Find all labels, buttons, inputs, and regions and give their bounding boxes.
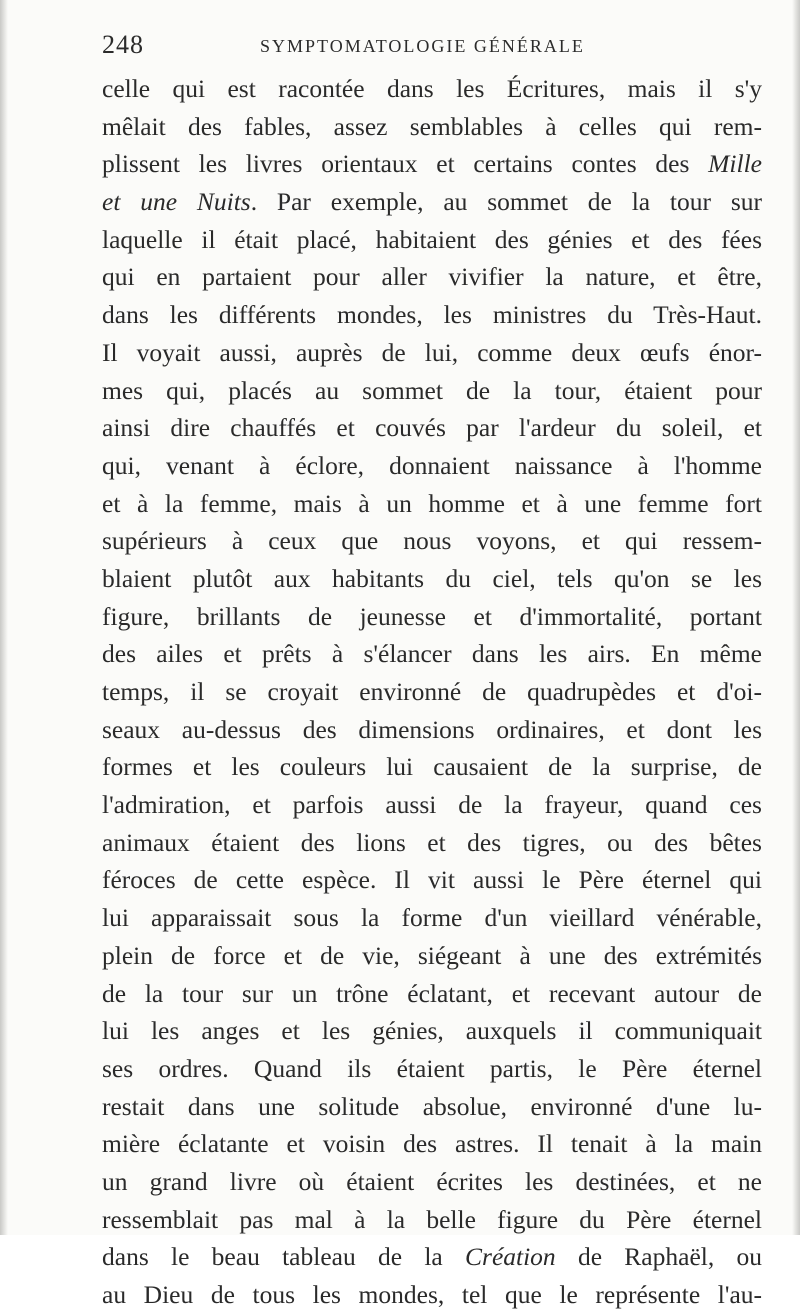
line-text: au Dieu de tous les mondes, tel que le représente l'au- (102, 1280, 762, 1309)
line-text: de Raphaël, ou (555, 1242, 762, 1272)
line-text: des ailes et prêts à s'élancer dans les airs. En même (102, 639, 762, 669)
line-text: figure, brillants de jeunesse et d'immortalité, portant (102, 601, 762, 631)
text-line (102, 221, 762, 259)
text-line (102, 145, 762, 183)
text-line (102, 1012, 762, 1050)
line-text: de la tour sur un trône éclatant, et recevant autour de (102, 978, 762, 1008)
line-text: plissent les livres orientaux et certains contes des (102, 149, 709, 179)
text-line (102, 748, 762, 786)
scan-shadow-left (0, 0, 8, 1235)
italic-text: et une Nuits (102, 187, 251, 217)
line-text: lui apparaissait sous la forme d'un vieillard vénérable, (102, 903, 762, 933)
text-line (102, 711, 762, 749)
italic-text: Création (465, 1242, 556, 1272)
italic-text: Mille (708, 149, 762, 179)
running-head: SYMPTOMATOLOGIE GÉNÉRALE (260, 36, 585, 56)
text-line (102, 258, 762, 296)
line-text: laquelle il était placé, habitaient des génies et des fées (102, 224, 762, 254)
line-text: mêlait des fables, assez semblables à celles qui rem- (102, 111, 762, 141)
text-line (102, 108, 762, 146)
text-line (102, 1238, 762, 1276)
text-line (102, 70, 762, 108)
line-text: mière éclatante et voisin des astres. Il tenait à la main (102, 1129, 762, 1159)
text-line (102, 409, 762, 447)
text-line (102, 786, 762, 824)
line-text: plein de force et de vie, siégeant à une des extrémités (102, 940, 762, 970)
text-line (102, 1276, 762, 1314)
line-text: dans le beau tableau de la (102, 1242, 466, 1272)
line-text: restait dans une solitude absolue, environné d'une lu- (102, 1091, 762, 1121)
line-text: qui, venant à éclore, donnaient naissance à l'homme (102, 450, 762, 480)
text-line (102, 1163, 762, 1201)
text-line (102, 937, 762, 975)
line-text: blaient plutôt aux habitants du ciel, tels qu'on se les (102, 563, 762, 593)
line-text: seaux au-dessus des dimensions ordinaires, et dont les (102, 714, 762, 744)
line-text: l'admiration, et parfois aussi de la frayeur, quand ces (102, 790, 762, 820)
text-line (102, 824, 762, 862)
line-text: mes qui, placés au sommet de la tour, étaient pour (102, 375, 762, 405)
line-text: qui en partaient pour aller vivifier la nature, et être, (102, 262, 762, 292)
text-line (102, 899, 762, 937)
line-text: ainsi dire chauffés et couvés par l'ardeur du soleil, et (102, 413, 762, 443)
line-text: ressemblait pas mal à la belle figure du Père éternel (102, 1204, 762, 1234)
text-line (102, 372, 762, 410)
line-text: dans les différents mondes, les ministres du Très-Haut. (102, 300, 762, 330)
text-line (102, 1201, 762, 1239)
text-line (102, 296, 762, 334)
line-text: temps, il se croyait environné de quadrupèdes et d'oi- (102, 677, 762, 706)
text-line (102, 598, 762, 636)
line-text: féroces de cette espèce. Il vit aussi le Père éternel qui (102, 865, 762, 895)
text-line (102, 1050, 762, 1088)
line-text: et à la femme, mais à un homme et à une femme fort (102, 488, 762, 518)
body-text (102, 70, 762, 1314)
line-text: Il voyait aussi, auprès de lui, comme deux œufs énor- (102, 337, 762, 367)
text-line (102, 334, 762, 372)
line-text: un grand livre où étaient écrites les destinées, et ne (102, 1166, 762, 1196)
line-text: ses ordres. Quand ils étaient partis, le Père éternel (102, 1053, 762, 1083)
line-text: supérieurs à ceux que nous voyons, et qui ressem- (102, 526, 762, 556)
line-text: lui les anges et les génies, auxquels il communiquait (102, 1016, 762, 1046)
text-line (102, 1125, 762, 1163)
line-text: . Par exemple, au sommet de la tour sur (250, 187, 762, 217)
line-text: formes et les couleurs lui causaient de la surprise, de (102, 752, 762, 782)
line-text: animaux étaient des lions et des tigres, ou des bêtes (102, 827, 762, 857)
text-line (102, 485, 762, 523)
line-text: celle qui est racontée dans les Écritures, mais il s'y (102, 74, 762, 103)
text-line (102, 522, 762, 560)
text-line (102, 673, 762, 711)
text-line (102, 560, 762, 598)
text-line (102, 635, 762, 673)
text-line (102, 183, 762, 221)
scan-shadow-right (792, 0, 800, 1235)
page-number: 248 (102, 30, 144, 59)
page-header (102, 30, 762, 64)
text-line (102, 447, 762, 485)
text-line (102, 861, 762, 899)
text-line (102, 1088, 762, 1126)
text-line (102, 975, 762, 1013)
